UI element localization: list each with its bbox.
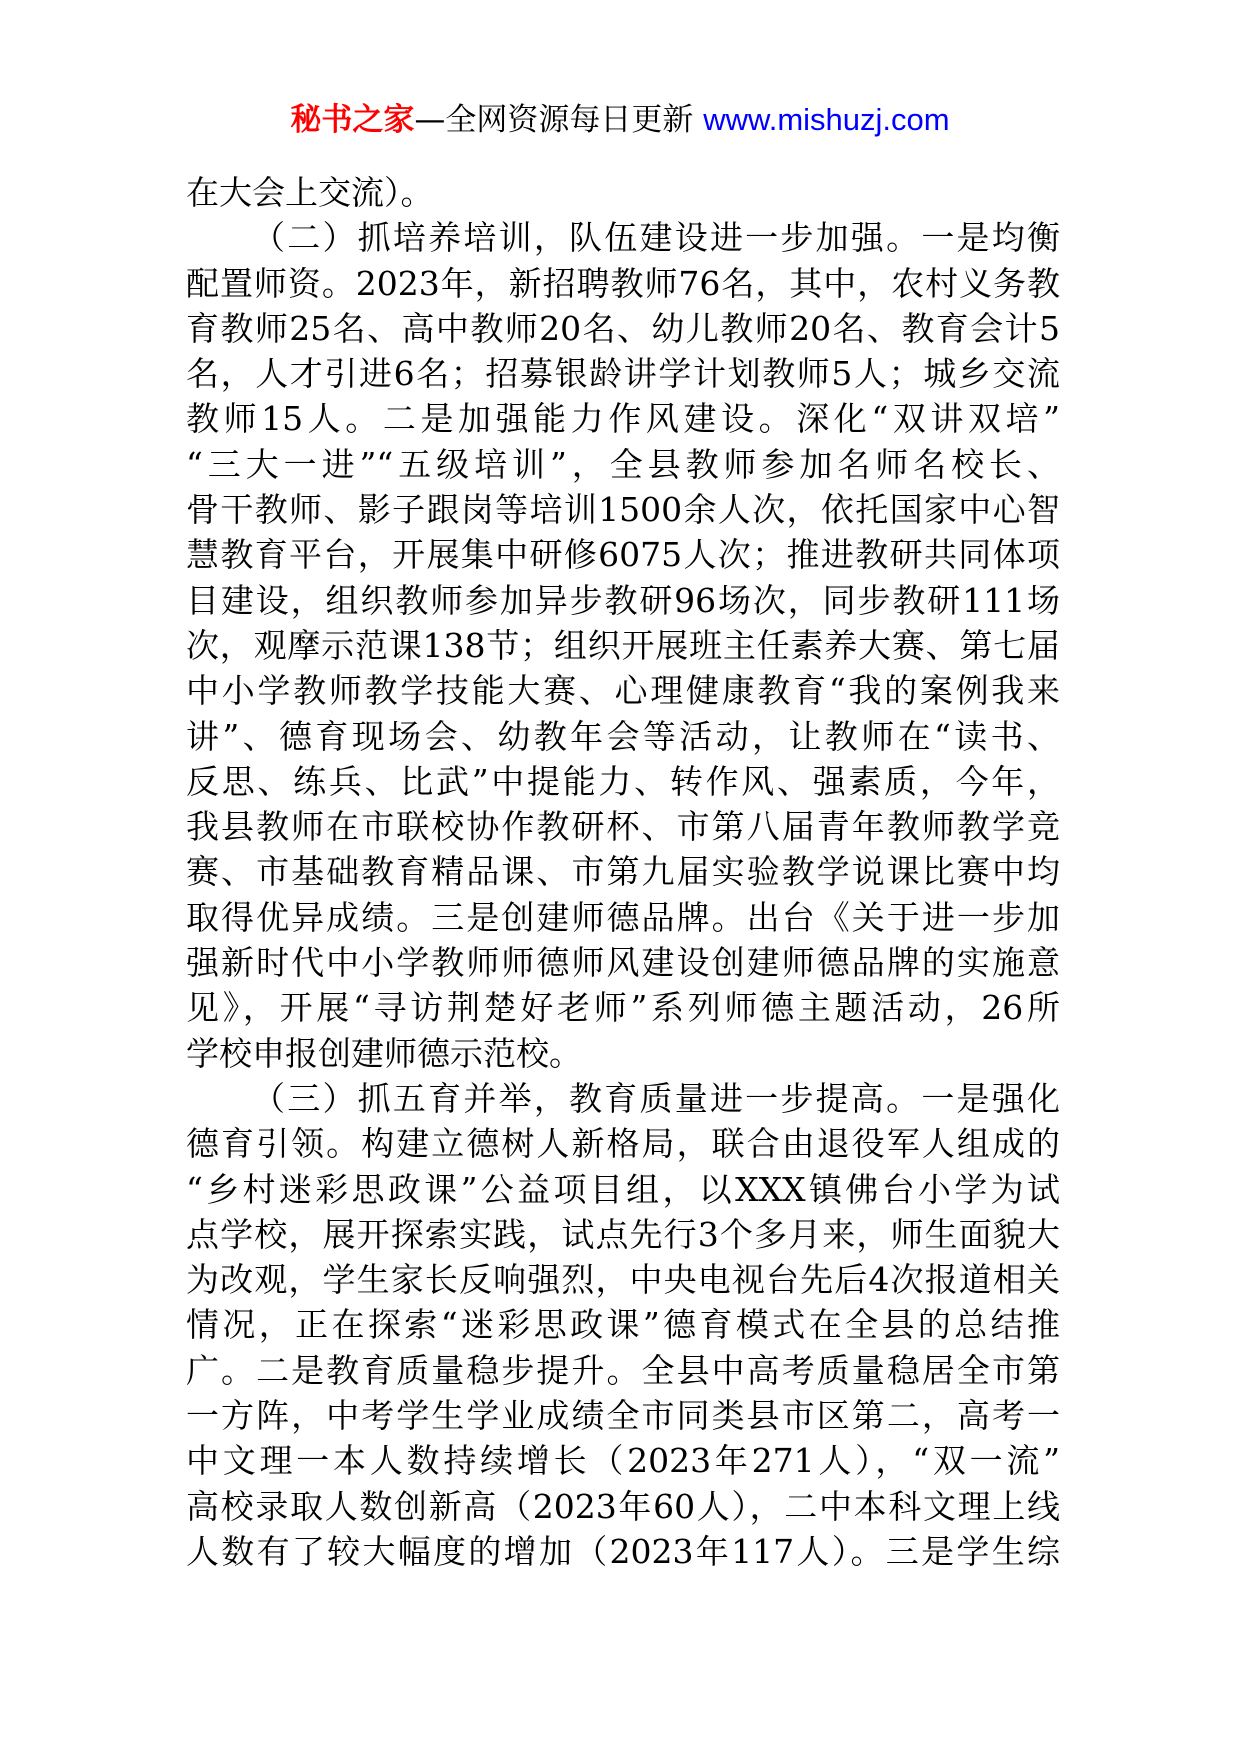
text-line: 配置师资。2023年，新招聘教师76名，其中，农村义务教	[186, 263, 1060, 303]
text-line: 教师15人。二是加强能力作风建设。深化“双讲双培”	[186, 399, 1060, 439]
text-line: 讲”、德育现场会、幼教年会等活动，让教师在“读书、	[186, 716, 1060, 756]
section-heading-line: （二）抓培养培训，队伍建设进一步加强。一是均衡	[252, 218, 1060, 258]
text-line: 目建设，组织教师参加异步教研96场次，同步教研111场	[186, 580, 1060, 620]
website-url[interactable]: www.mishuzj.com	[703, 102, 950, 137]
text-line: “乡村迷彩思政课”公益项目组，以XXX镇佛台小学为试	[186, 1169, 1060, 1209]
text-line: 为改观，学生家长反响强烈，中央电视台先后4次报道相关	[186, 1260, 1060, 1300]
text-line: 一方阵，中考学生学业成绩全市同类县市区第二，高考一	[186, 1396, 1060, 1436]
text-line: 骨干教师、影子跟岗等培训1500余人次，依托国家中心智	[186, 490, 1060, 530]
text-line: 见》，开展“寻访荆楚好老师”系列师德主题活动，26所	[186, 988, 1060, 1028]
text-line: 德育引领。构建立德树人新格局，联合由退役军人组成的	[186, 1124, 1060, 1164]
brand-name: 秘书之家	[290, 102, 415, 138]
text-line: 点学校，展开探索实践，试点先行3个多月来，师生面貌大	[186, 1214, 1060, 1254]
text-line: 次，观摩示范课138节；组织开展班主任素养大赛、第七届	[186, 625, 1060, 665]
text-line: 赛、市基础教育精品课、市第九届实验教学说课比赛中均	[186, 852, 1060, 892]
text-line: 中小学教师教学技能大赛、心理健康教育“我的案例我来	[186, 671, 1060, 711]
text-line: 高校录取人数创新高（2023年60人），二中本科文理上线	[186, 1486, 1060, 1526]
text-line: 人数有了较大幅度的增加（2023年117人）。三是学生综	[186, 1531, 1060, 1571]
text-line: “三大一进”“五级培训”，全县教师参加名师名校长、	[186, 444, 1060, 484]
text-line: 名，人才引进6名；招募银龄讲学计划教师5人；城乡交流	[186, 354, 1060, 394]
header-tagline: —全网资源每日更新	[414, 102, 704, 138]
text-line: 情况，正在探索“迷彩思政课”德育模式在全县的总结推	[186, 1305, 1060, 1345]
text-line: 取得优异成绩。三是创建师德品牌。出台《关于进一步加	[186, 897, 1060, 937]
document-body	[186, 170, 1060, 1574]
text-line: 中文理一本人数持续增长（2023年271人），“双一流”	[186, 1441, 1060, 1481]
text-line: 在大会上交流）。	[186, 173, 434, 212]
text-line: 育教师25名、高中教师20名、幼儿教师20名、教育会计5	[186, 308, 1060, 348]
text-line: 广。二是教育质量稳步提升。全县中高考质量稳居全市第	[186, 1350, 1060, 1390]
text-line: 我县教师在市联校协作教研杯、市第八届青年教师教学竞	[186, 807, 1060, 847]
text-line: 反思、练兵、比武”中提能力、转作风、强素质，今年，	[186, 761, 1060, 801]
section-heading-line: （三）抓五育并举，教育质量进一步提高。一是强化	[252, 1078, 1060, 1118]
page-header	[0, 98, 1240, 142]
text-line: 学校申报创建师德示范校。	[186, 1033, 582, 1073]
text-line: 慧教育平台，开展集中研修6075人次；推进教研共同体项	[186, 535, 1060, 575]
text-line: 强新时代中小学教师师德师风建设创建师德品牌的实施意	[186, 943, 1060, 983]
